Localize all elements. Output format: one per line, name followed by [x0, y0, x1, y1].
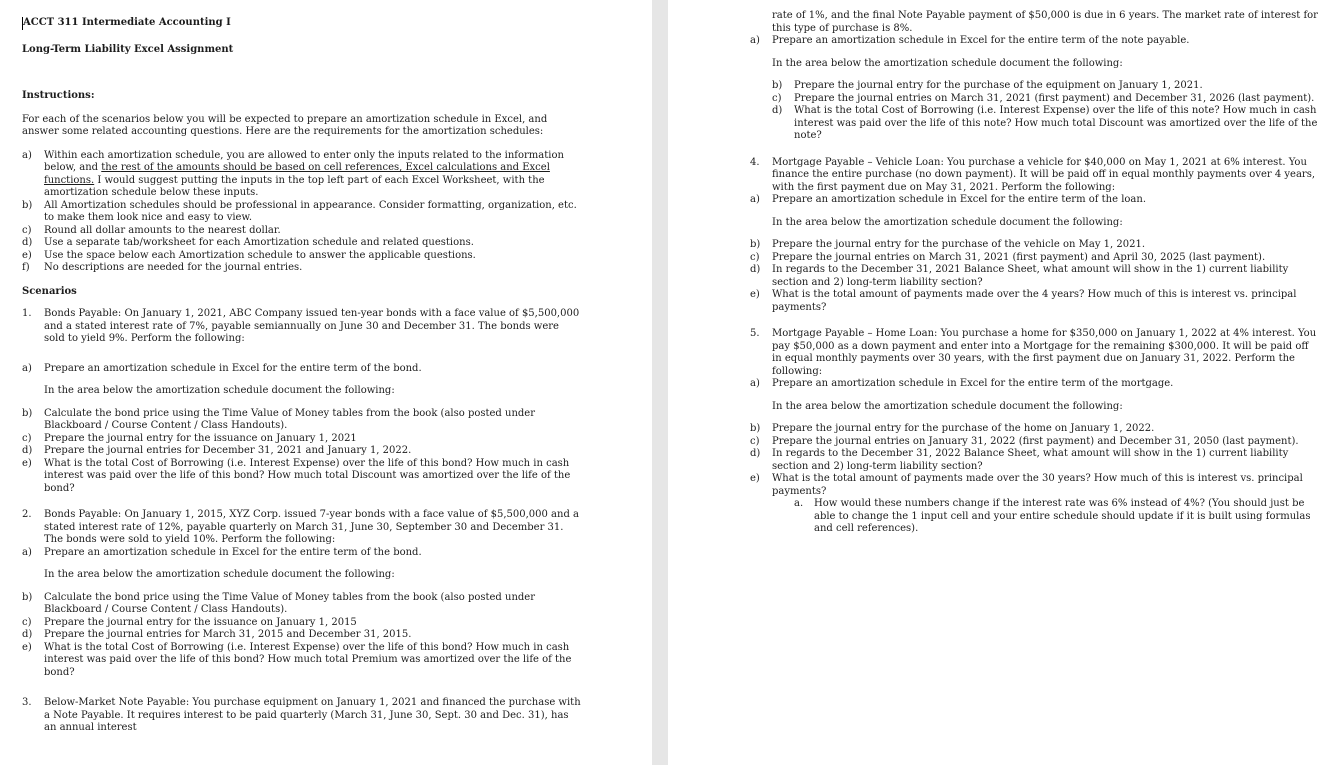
question-item: d) Prepare the journal entries for December 31, 2021 and January 1, 2022.: [22, 445, 412, 456]
scenario-1-doc-note: In the area below the amortization schedule document the following:: [44, 385, 395, 396]
question-item: c) Prepare the journal entry for the issuance on January 1, 2021: [22, 432, 357, 444]
question-item: c) Prepare the journal entries on January 31, 2022 (first payment) and December 31, 2050 (last payment).: [750, 435, 1299, 447]
scenario-1-step-a: a) Prepare an amortization schedule in Excel for the entire term of the bond.: [22, 362, 422, 374]
scenario-4-questions: [750, 239, 1320, 314]
rules-list: [22, 150, 582, 275]
scenario-4-doc-note: In the area below the amortization schedule document the following:: [772, 216, 1123, 228]
question-item: e) What is the total amount of payments made over the 4 years? How much of this is interest vs. principal payments?: [750, 289, 1297, 313]
rule-item: d) Use a separate tab/worksheet for each Amortization schedule and related questions.: [22, 237, 474, 248]
question-item: c) Prepare the journal entries on March 31, 2021 (first payment) and April 30, 2025 (last payment).: [750, 251, 1266, 263]
course-title: ACCT 311 Intermediate Accounting I: [22, 17, 582, 30]
question-item: d) What is the total Cost of Borrowing (i.e. Interest Expense) over the life of this note? How much in cash interest was paid over the life of this note? How much total Discount was amortized over the life of the note?: [772, 105, 1318, 141]
scenario-3-step-a: a) Prepare an amortization schedule in Excel for the entire term of the note payable.: [750, 35, 1190, 46]
assignment-subtitle: Long-Term Liability Excel Assignment: [22, 43, 234, 55]
scenario-5-doc-note: In the area below the amortization schedule document the following:: [772, 400, 1123, 412]
scenario-2-step-a: a) Prepare an amortization schedule in Excel for the entire term of the bond.: [22, 546, 422, 558]
scenario-5-text: 5. Mortgage Payable – Home Loan: You purchase a home for $350,000 on January 1, 2022 at 4% interest. You pay $50,000 as a down payment and enter into a Mortgage for the remaining $300,000. It will be paid off in equal monthly payments over 30 years, with the first payment due on January 31, 2022. Perform the following:: [750, 328, 1317, 377]
scenario-4-step-a: a) Prepare an amortization schedule in Excel for the entire term of the loan.: [750, 194, 1146, 205]
question-item: b) Calculate the bond price using the Time Value of Money tables from the book (also posted under Blackboard / Course Content / Class Handouts).: [22, 407, 535, 431]
scenario-2-doc-note: In the area below the amortization schedule document the following:: [44, 569, 395, 580]
question-item: c) Prepare the journal entry for the issuance on January 1, 2015: [22, 616, 357, 628]
document-page-left[interactable]: [0, 0, 652, 765]
rule-item: b) All Amortization schedules should be professional in appearance. Consider formatting, organization, etc. to make them look nice and easy to view.: [22, 199, 577, 223]
question-subitem: a. How would these numbers change if the interest rate was 6% instead of 4%? (You should just be able to change the 1 input cell and your entire schedule should update if it is built using formulas and cell references).: [794, 498, 1311, 534]
scenario-2-questions: [22, 591, 582, 680]
scenario-3-text: 3. Below-Market Note Payable: You purchase equipment on January 1, 2021 and financed the purchase with a Note Payable. It requires interest to be paid quarterly (March 31, June 30, Sept. 30 and Dec. 31), has an annual interest: [22, 697, 581, 733]
instructions-heading: Instructions:: [22, 90, 95, 101]
scenario-4: [750, 156, 1320, 315]
scenario-1-text: 1. Bonds Payable: On January 1, 2021, ABC Company issued ten-year bonds with a face value of $5,500,000 and a stated interest rate of 7%, payable semiannually on June 30 and December 31. The bonds were sold to yield 9%. Perform the following:: [22, 308, 580, 344]
scenario-2-text: 2. Bonds Payable: On January 1, 2015, XYZ Corp. issued 7-year bonds with a face value of $5,500,000 and a stated interest rate of 12%, payable quarterly on March 31, June 30, September 30 and December 31. The bonds were sold to yield 10%. Perform the following:: [22, 509, 579, 545]
instructions-intro: For each of the scenarios below you will be expected to prepare an amortization schedule in Excel, and answer some related accounting questions. Here are the requirements for the amortization schedules:: [22, 113, 548, 137]
question-item: d) In regards to the December 31, 2021 Balance Sheet, what amount will show in the 1) current liability section and 2) long-term liability section?: [750, 264, 1289, 288]
question-item: c) Prepare the journal entries on March 31, 2021 (first payment) and December 31, 2026 (last payment).: [772, 92, 1315, 104]
scenario-4-text: 4. Mortgage Payable – Vehicle Loan: You purchase a vehicle for $40,000 on May 1, 2021 at 6% interest. You finance the entire purchase (no down payment). It will be paid off in equal monthly payments over 4 years, with the first payment due on May 31, 2021. Perform the following:: [750, 156, 1316, 193]
rule-item: e) Use the space below each Amortization schedule to answer the applicable questions.: [22, 249, 476, 261]
question-item: e) What is the total Cost of Borrowing (i.e. Interest Expense) over the life of this bond? How much in cash interest was paid over the life of this bond? How much total Discount was amortized over the life of the bond?: [22, 457, 571, 494]
scenarios-heading: Scenarios: [22, 285, 77, 297]
question-item: e) What is the total amount of payments made over the 30 years? How much of this is interest vs. principal payments?: [750, 473, 1303, 497]
scenario-3-questions: [750, 80, 1320, 143]
scenario-3-start: [22, 697, 582, 735]
scenario-3-text-cont: rate of 1%, and the final Note Payable payment of $50,000 is due in 6 years. The market rate of interest for this type of purchase is 8%.: [772, 10, 1318, 34]
question-item: b) Prepare the journal entry for the purchase of the home on January 1, 2022.: [750, 423, 1155, 434]
question-item: e) What is the total Cost of Borrowing (i.e. Interest Expense) over the life of this bond? How much in cash interest was paid over the life of this bond? How much total Premium was amortized over the life of the bond?: [22, 641, 572, 678]
scenario-3-continued: [750, 10, 1320, 143]
scenario-5-questions: [750, 423, 1320, 536]
question-item: b) Prepare the journal entry for the purchase of the vehicle on May 1, 2021.: [750, 239, 1145, 250]
scenario-5: [750, 328, 1320, 536]
question-item: d) Prepare the journal entries for March 31, 2015 and December 31, 2015.: [22, 629, 412, 640]
scenario-2: [22, 509, 582, 679]
question-item: b) Prepare the journal entry for the purchase of the equipment on January 1, 2021.: [772, 80, 1203, 91]
scenario-1: [22, 308, 582, 495]
scenario-3-doc-note: In the area below the amortization schedule document the following:: [772, 57, 1123, 69]
scenario-1-questions: [22, 407, 582, 496]
scenario-5-step-a: a) Prepare an amortization schedule in Excel for the entire term of the mortgage.: [750, 378, 1174, 389]
question-item: d) In regards to the December 31, 2022 Balance Sheet, what amount will show in the 1) current liability section and 2) long-term liability section?: [750, 448, 1289, 472]
rule-item: f) No descriptions are needed for the journal entries.: [22, 262, 303, 273]
document-page-right[interactable]: [668, 0, 1323, 765]
question-item: b) Calculate the bond price using the Time Value of Money tables from the book (also posted under Blackboard / Course Content / Class Handouts).: [22, 591, 535, 615]
rule-item: a) Within each amortization schedule, you are allowed to enter only the inputs related to the information below, and the rest of the amounts should be based on cell references, Excel calculations and Excel functions. I would suggest putting the inputs in the top left part of each Excel Worksheet, with the amortization schedule below these inputs.: [22, 149, 564, 198]
rule-item: c) Round all dollar amounts to the nearest dollar.: [22, 224, 281, 236]
